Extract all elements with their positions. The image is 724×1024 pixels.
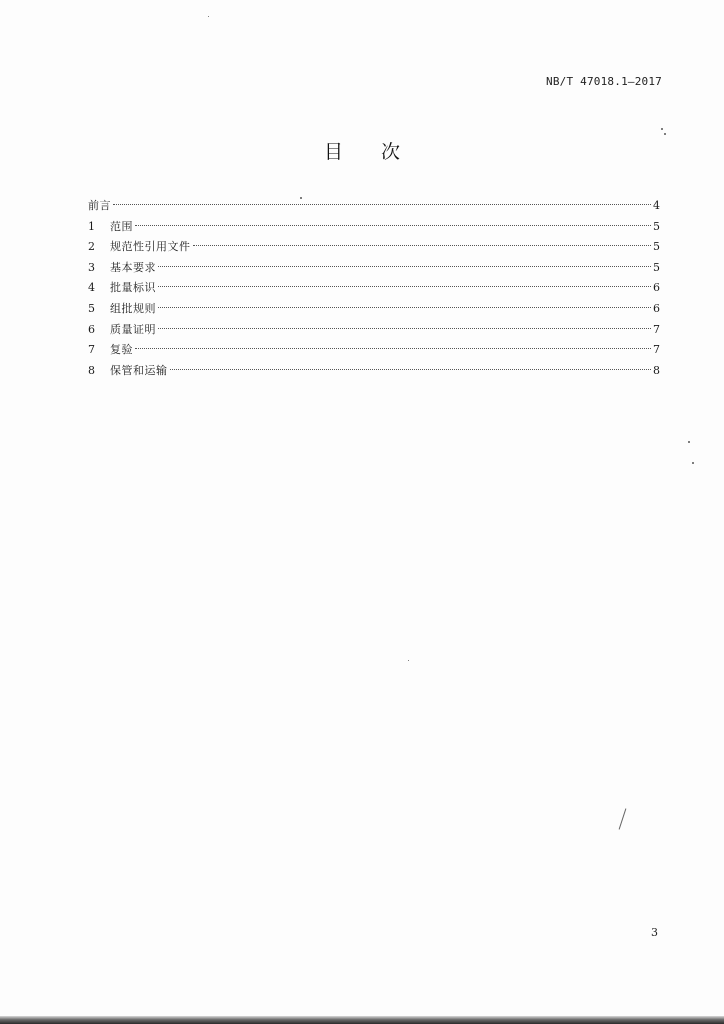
toc-entry-number: 5 — [88, 301, 95, 315]
toc-entry-label: 规范性引用文件 — [110, 240, 191, 254]
toc-entry-number: 4 — [88, 281, 95, 295]
page-title — [0, 137, 724, 164]
scan-speck — [661, 128, 663, 130]
toc-entry-page: 6 — [653, 281, 660, 295]
dot-leader — [135, 347, 651, 349]
scan-speck — [208, 16, 209, 17]
dot-leader — [158, 265, 651, 267]
toc-entry-page: 6 — [653, 301, 660, 315]
dot-leader — [170, 368, 652, 370]
dot-leader — [135, 224, 651, 226]
toc-entry-label: 质量证明 — [110, 322, 156, 336]
dot-leader — [113, 203, 651, 205]
toc-entry-label: 范围 — [110, 219, 133, 233]
toc-entry-number: 7 — [88, 343, 95, 357]
toc-entry-label: 组批规则 — [110, 301, 156, 315]
page-number: 3 — [651, 926, 658, 939]
toc-entry-batching-rules[interactable] — [88, 299, 660, 320]
title-char-2: 次 — [381, 141, 401, 163]
toc-entry-page: 8 — [653, 363, 660, 377]
scan-bottom-edge — [0, 1016, 724, 1024]
scan-speck — [300, 197, 302, 199]
toc-entry-page: 5 — [653, 240, 660, 254]
scan-speck — [688, 441, 690, 443]
toc-entry-basic-requirements[interactable] — [88, 258, 660, 279]
toc-entry-scope[interactable] — [88, 217, 660, 238]
toc-entry-number: 1 — [88, 219, 95, 233]
scan-speck — [664, 133, 666, 135]
toc-entry-batch-marking[interactable] — [88, 278, 660, 299]
dot-leader — [158, 306, 651, 308]
toc-entry-label: 批量标识 — [110, 281, 156, 295]
toc-entry-number: 8 — [88, 363, 95, 377]
toc-entry-label: 前言 — [88, 199, 111, 212]
toc-entry-label: 基本要求 — [110, 260, 156, 274]
toc-entry-re-inspection[interactable] — [88, 340, 660, 361]
dot-leader — [193, 244, 652, 246]
toc-entry-label: 复验 — [110, 343, 133, 357]
toc-entry-page: 7 — [653, 322, 660, 336]
toc-entry-storage-transport[interactable] — [88, 361, 660, 382]
toc-entry-preface[interactable] — [88, 196, 660, 217]
toc-entry-number: 2 — [88, 240, 95, 254]
scan-stroke-mark — [619, 808, 627, 829]
title-char-1: 目 — [323, 141, 343, 163]
scan-speck — [692, 462, 694, 464]
toc-entry-page: 5 — [653, 260, 660, 274]
toc-entry-page: 7 — [653, 343, 660, 357]
toc-entry-quality-certificate[interactable] — [88, 320, 660, 341]
toc-entry-number: 6 — [88, 322, 95, 336]
dot-leader — [158, 285, 651, 287]
toc-entry-page: 5 — [653, 219, 660, 233]
standard-number: NB/T 47018.1—2017 — [546, 75, 662, 88]
table-of-contents — [88, 196, 660, 381]
scan-speck — [408, 660, 409, 661]
toc-entry-page: 4 — [653, 199, 660, 212]
toc-entry-normative-references[interactable] — [88, 237, 660, 258]
toc-entry-number: 3 — [88, 260, 95, 274]
toc-entry-label: 保管和运输 — [110, 363, 168, 377]
dot-leader — [158, 327, 651, 329]
